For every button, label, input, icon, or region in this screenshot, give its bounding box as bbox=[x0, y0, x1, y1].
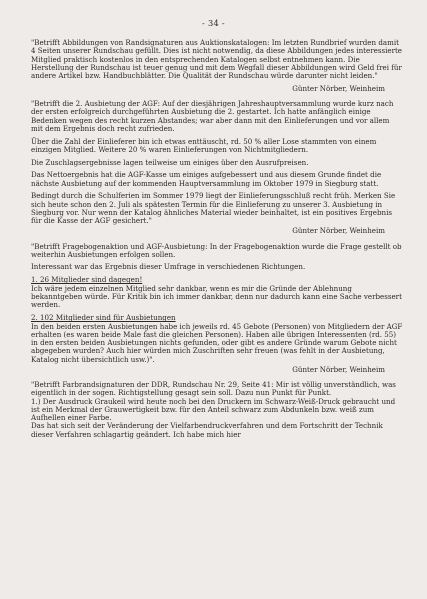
paragraph: Das hat sich seit der Veränderung der Vielfarbendruckverfahren und dem Fortschritt der Technik dieser Verfahren schlagartig geändert. Ich habe mich hier bbox=[31, 421, 383, 439]
author-signature: Günter Nörber, Weinheim bbox=[292, 226, 385, 236]
author-signature: Günter Nörber, Weinheim bbox=[292, 364, 385, 374]
paragraph: "Betrifft Abbildungen von Randsignaturen aus Auktionskatalogen: Im letzten Rundbrief wurden damit 4 Seiten unserer Rundschau gefüllt. Dies ist nicht notwendig, da diese Abbildungen jedes interessierte Mitglied praktisch kostenlos in den entsprechenden Katalogen selbst entnehmen kann. Die Herstellung der Rundschau ist teuer genug und mit dem Wegfall dieser Abbildungen wird Geld frei für andere Artikel bzw. Handbuchblätter. Die Qualität der Rundschau würde darunter nicht leiden." bbox=[31, 38, 403, 80]
author-signature: Günter Nörber, Weinheim bbox=[292, 83, 385, 93]
section-heading: 1. 26 Mitglieder sind dagegen! bbox=[31, 275, 143, 285]
paragraph: Die Zuschlagsergebnisse lagen teilweise um einiges über den Ausrufpreisen. bbox=[31, 157, 309, 167]
paragraph: "Betrifft Fragebogenaktion und AGF-Ausbietung: In der Fragebogenaktion wurde die Frage gestellt ob weiterhin Ausbietungen erfolgen sollen. bbox=[31, 241, 402, 259]
section-heading: 2. 102 Mitglieder sind für Ausbietungen bbox=[31, 313, 176, 323]
paragraph: Über die Zahl der Einlieferer bin ich etwas enttäuscht, rd. 50 % aller Lose stammten von einem einzigen Mitglied. Weitere 20 % waren Einlieferungen von Nichtmitgliedern. bbox=[31, 136, 377, 154]
page-number: - 34 - bbox=[202, 18, 225, 28]
paragraph: "Betrifft die 2. Ausbietung der AGF: Auf der diesjährigen Jahreshauptversammlung wurde kurz nach der ersten erfolgreich durchgeführten Ausbietung die 2. gestartet. Ich hatte anfänglich einige Bedenken wegen des recht kurzen Abstandes; war aber dann mit den Einlieferungen und vor allem mit dem Ergebnis doch recht zufrieden. bbox=[31, 99, 394, 133]
paragraph: Ich wäre jedem einzelnen Mitglied sehr dankbar, wenn es mir die Gründe der Ablehnung bekanntgeben würde. Für Kritik bin ich immer dankbar, denn nur dadurch kann eine Sache verbessert werden. bbox=[31, 283, 402, 309]
paragraph: "Betrifft Farbrandsignaturen der DDR, Rundschau Nr. 29, Seite 41: Mir ist völlig unverständlich, was eigentlich in der sogen. Richtigstellung gesagt sein soll. Dazu nun Punkt für Punkt. bbox=[31, 380, 396, 398]
paragraph: Das Nettoergebnis hat die AGF-Kasse um einiges aufgebessert und aus diesem Grunde findet die nächste Ausbietung auf der kommenden Hauptversammlung im Oktober 1979 in Siegburg statt. bbox=[31, 170, 382, 188]
page-content bbox=[31, 39, 403, 439]
paragraph: Bedingt durch die Schulferien im Sommer 1979 liegt der Einlieferungsschluß recht früh. Merken Sie sich heute schon den 2. Juli als spätesten Termin für die Einlieferung zu unserer 3. Ausbietung in Siegburg vor. Nur wenn der Katalog ähnliches Material wieder beinhaltet, ist ein positives Ergebnis für die Kasse der AGF gesichert." bbox=[31, 191, 396, 225]
paragraph: Interessant war das Ergebnis dieser Umfrage in verschiedenen Richtungen. bbox=[31, 262, 306, 271]
paragraph: 1.) Der Ausdruck Graukeil wird heute noch bei den Druckern im Schwarz-Weiß-Druck gebraucht und ist ein Merkmal der Grauwertigkeit bzw. für den Anteil schwarz zum Abdunkeln bzw. weiß zum Aufhellen einer Farbe. bbox=[31, 396, 396, 422]
paragraph: In den beiden ersten Ausbietungen habe ich jeweils rd. 45 Gebote (Personen) von Mitgliedern der AGF erhalten (es waren beide Male fast die gleichen Personen). Haben alle übrigen Interessenten (rd. 55) in den ersten beiden Ausbietungen nichts gefunden, oder gibt es andere Gründe warum Gebote nicht abgegeben wurden? Auch hier würden mich Zuschriften sehr freuen (was fehlt in der Ausbietung, Katalog nicht übersichtlich usw.)". bbox=[31, 321, 403, 364]
